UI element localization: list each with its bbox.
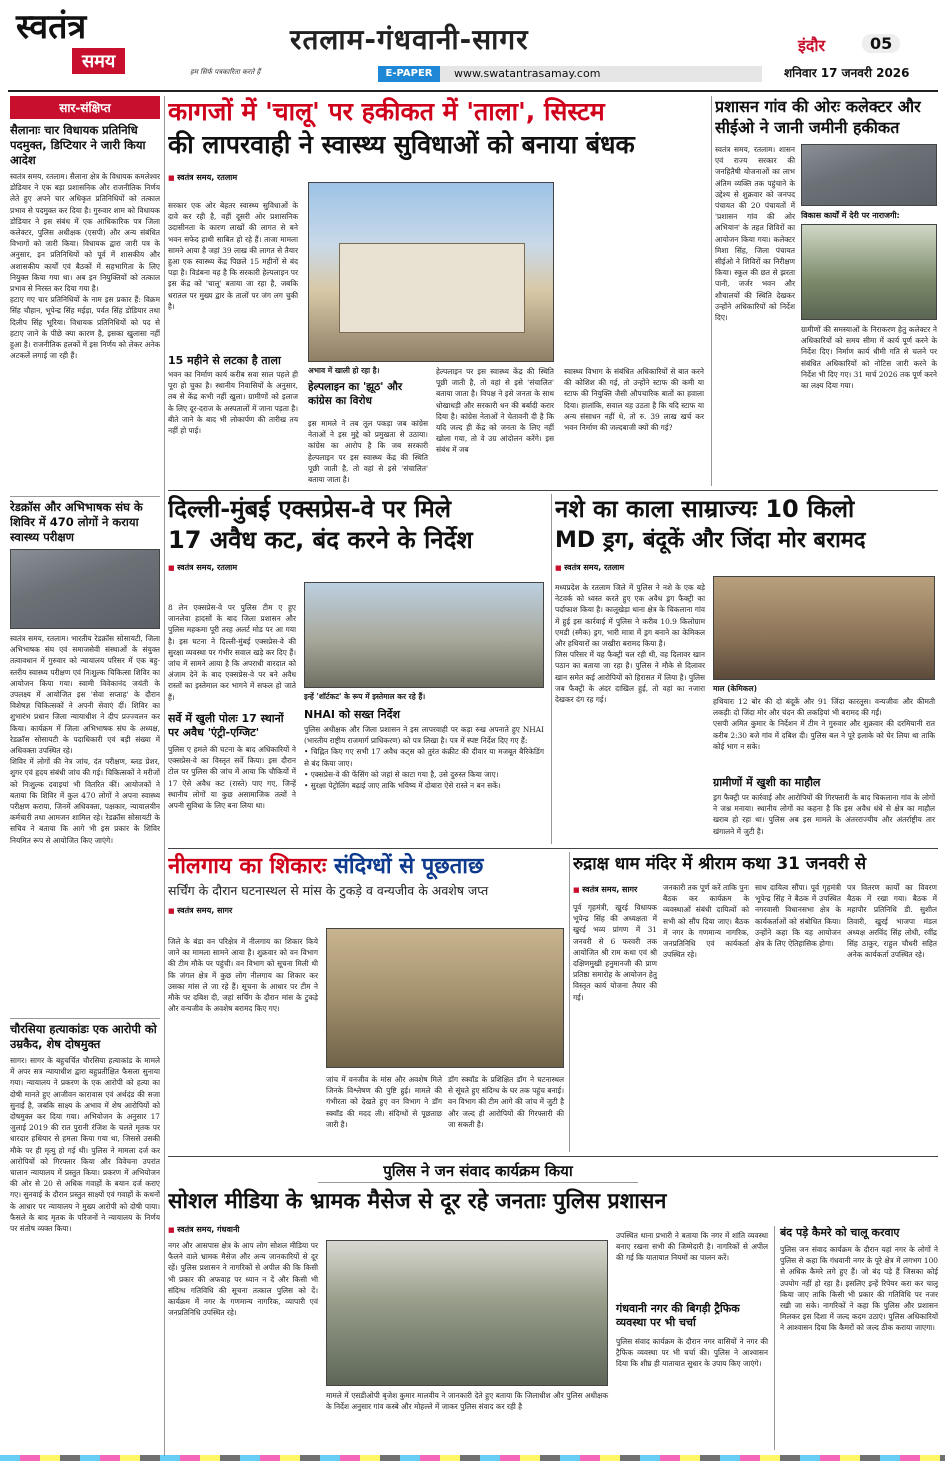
sidebar	[10, 96, 160, 1451]
nilgai-col3: डॉग स्क्वॉड के प्रशिक्षित डॉग ने घटनास्थल से सूंघते हुए संदिग्ध के घर तक पहुंच बनाई। वन विभाग की टीम आगे की जांच में जुटी है और जल्द ही आरोपियों की गिरफ्तारी की जा सकती है।	[448, 1075, 564, 1129]
masthead	[0, 0, 945, 88]
epaper-bar	[378, 66, 762, 82]
jansamvad-col2: उपस्थित थाना प्रभारी ने बताया कि नगर में शांति व्यवस्था बनाए रखना सभी की जिम्मेदारी है। नागरिकों से अपील की गई कि यातायात नियमों का पालन करें।	[616, 1231, 768, 1263]
jansamvad-photo-caption: मामले में एसडीओपी बृजेश कुमार मालवीय ने जानकारी देते हुए बताया कि जिलाधीश और पुलिस अधीक्षक के निर्देश अनुसार गांव कस्बे और मोहल्ले में जाकर पुलिस संवाद कर रही है	[326, 1391, 608, 1412]
building-shape	[339, 243, 525, 333]
page-number: 05	[862, 34, 900, 53]
collector-visit-photo-1	[801, 144, 937, 206]
logo-bottom: समय	[72, 48, 125, 74]
sidebar-header: सार-संक्षिप्त	[10, 96, 160, 119]
drugs-photo-caption: माल (केमिकल)	[713, 684, 758, 693]
ramkatha-byline: ■ स्वतंत्र समय, सागर	[573, 884, 937, 895]
ramkatha-headline: रुद्राक्ष धाम मंदिर में श्रीराम कथा 31 जनवरी से	[573, 854, 867, 874]
lead-photo-caption: अभाव में खाली हो रहा है।	[308, 366, 380, 375]
jansamvad-story	[168, 1160, 938, 1452]
lead-headline-line2: की लापरवाही ने स्वास्थ्य सुविधाओं को बनाया बंधक	[168, 130, 635, 159]
lead-col3: हेल्पलाइन पर इस स्वास्थ्य केंद्र की स्थिति पूछी जाती है, तो वहां से इसे 'संचालित' बताया जाता है। विपक्ष ने इसे जनता के साथ धोखाधड़ी और सरकारी धन की बर्बादी करार दिया है। कांग्रेस नेताओं ने चेतावनी दी है कि यदि जल्द ही केंद्र को जनता के लिए नहीं खोला गया, तो वे उग्र आंदोलन करेंगे। इस संबंध में जब	[436, 367, 554, 455]
issue-date: शनिवार 17 जनवरी 2026	[784, 66, 910, 80]
collector-visit-photo-2	[801, 224, 937, 320]
sidebar-story1-title: सैलानाः चार विधायक प्रतिनिधि पदमुक्त, डिप्टियार ने जारी किया आदेश	[10, 123, 146, 167]
expressway-rule	[551, 494, 552, 844]
logo	[16, 8, 146, 82]
nilgai-col2: जांच में वनजीव के मांस और अवशेष मिले जिनके विश्लेषण की पुष्टि हुई। मामले की गंभीरता को देखते हुए वन विभाग ने डॉग स्क्वॉड की मदद ली। संदिग्धों से पूछताछ जारी है।	[326, 1075, 442, 1129]
expressway-subhead2: NHAI को सख्त निर्देश	[304, 708, 400, 721]
jansamvad-kicker: पुलिस ने जन संवाद कार्यक्रम किया	[318, 1160, 638, 1183]
expressway-headline-line1: दिल्ली-मुंबई एक्सप्रेस-वे पर मिले	[168, 495, 452, 523]
expressway-photo-caption: इन्हें 'शॉर्टकट' के रूप में इस्तेमाल कर रहे हैं।	[304, 692, 426, 701]
jansamvad-byline: ■ स्वतंत्र समय, गंधवानी	[168, 1224, 240, 1235]
lead-story	[168, 96, 708, 488]
drugs-byline: ■ स्वतंत्र समय, रतलाम	[555, 562, 937, 573]
ramkatha-col4: पत्र वितरण कार्यों का विवरण बैठक में रखा गया। बैठक में महापौर प्रतिनिधि डी. सुशील तिवारी, खुरई भाजपा मंडल अध्यक्ष अरविंद सिंह लोधी, रवींद्र सिंह ठाकुर, राहुल चौधरी सहित अनेक कार्यकर्ता उपस्थित रहे।	[847, 883, 937, 960]
sidebar-story2-title: रेडक्रॉस और अभिभाषक संघ के शिविर में 470 लोगों ने कराया स्वास्थ्य परीक्षण	[10, 500, 143, 544]
lead-rule	[711, 96, 712, 486]
nilgai-headline-red: नीलगाय का शिकारः	[168, 854, 327, 879]
edition-title: रतलाम-गंधवानी-सागर	[290, 23, 529, 56]
expressway-col2: पुलिस अधीक्षक और जिला प्रशासन ने इस लापरवाही पर कड़ा रुख अपनाते हुए NHAI (भारतीय राष्ट्रीय राजमार्ग प्राधिकरण) को पत्र लिखा है। पत्र में स्पष्ट निर्देश दिए गए हैं: • चिह्नित किए गए सभी 17 अवैध कट्स को तुरंत कंक्रीट की दीवार या मजबूत बैरिकेडिंग से बंद किया जाए। • एक्सप्रेस-वे की फेंसिंग को जहां से काटा गया है, उसे दुरुस्त किया जाए। • सुरक्षा पेट्रोलिंग बढ़ाई जाए ताकि भविष्य में दोबारा ऐसे रास्ते न बन सकें।	[304, 725, 544, 791]
jansamvad-meeting-photo	[326, 1240, 608, 1386]
drugs-col1: मध्यप्रदेश के रतलाम जिले में पुलिस ने नशे के एक बड़े नेटवर्क को ध्वस्त करते हुए एक अवैध ड्रग फैक्ट्री का पर्दाफाश किया है। कालूखेड़ा थाना क्षेत्र के चिकलाना गांव में हुई इस कार्रवाई में पुलिस ने करीब 10.9 किलोग्राम एमडी (स्मैक) ड्रग, भारी मात्रा में ड्रग बनाने का केमिकल और हथियारों का जखीरा बरामद किया है। जिस परिसर में यह फैक्ट्री चल रही थी, वह दिलावर खान पठान का बताया जा रहा है। पुलिस ने मौके से दिलावर खान समेत कई आरोपियों को हिरासत में लिया है। पुलिस जब फैक्ट्री के अंदर दाखिल हुई, तो वहां का नजारा देखकर दंग रह गई।	[555, 583, 705, 705]
expressway-story	[168, 494, 548, 846]
drugs-headline-line2: MD ड्रग, बंदूकें और जिंदा मोर बरामद	[555, 528, 866, 553]
right-top-col2b: ग्रामीणों की समस्याओं के निराकरण हेतु कलेक्टर ने अधिकारियों को समय सीमा में कार्य पूर्ण करने के निर्देश दिए। निर्माण कार्य धीमी गति से चलने पर संबंधित अधिकारियों को नोटिस जारी करने के निर्देश भी दिए गए। 31 मार्च 2026 तक पूर्ण करने का लक्ष्य दिया गया।	[801, 325, 937, 391]
lead-col2: इस मामले ने तब तूल पकड़ा जब कांग्रेस नेताओं ने इस मुद्दे को प्रमुखता से उठाया। कांग्रेस का आरोप है कि जब सरकारी हेल्पलाइन पर इस स्वास्थ्य केंद्र की स्थिति पूछी जाती है, तो वहां से इसे 'संचालित' बताया जाता है।	[308, 419, 428, 485]
expressway-officials-photo	[304, 582, 544, 688]
masthead-rule	[8, 90, 938, 92]
lead-byline: ■ स्वतंत्र समय, रतलाम	[168, 172, 708, 183]
jansamvad-side-headline: बंद पड़े कैमरे को चालू करवाए	[780, 1226, 900, 1239]
health-centre-photo	[308, 182, 554, 362]
print-color-bar	[0, 1455, 945, 1461]
expressway-col1: 8 लेन एक्सप्रेस-वे पर पुलिस टीम ए हुए जानलेवा हादसों के बाद जिला प्रशासन और पुलिस महकमा पूरी तरह अलर्ट मोड पर आ गया है। इस घटना ने दिल्ली-मुंबई एक्सप्रेस-वे की सुरक्षा व्यवस्था पर गंभीर सवाल खड़े कर दिए हैं। जांच में सामने आया है कि अपराधी वारदात को अंजाम देने के बाद एक्सप्रेस-वे पर बने अवैध रास्तों का इस्तेमाल कर भागने में सफल हो जाते हैं।	[168, 603, 296, 702]
website-link[interactable]: www.swatantrasamay.com	[454, 67, 601, 80]
sidebar-story1-body: स्वतंत्र समय, रतलाम। सैलाना क्षेत्र के विधायक कमलेश्वर डोडियार ने एक बड़ा प्रशासनिक और राजनीतिक निर्णय लेते हुए अपने चार अधिकृत प्रतिनिधियों को तत्काल प्रभाव से पदमुक्त कर दिया है। गुरुवार शाम को विधायक डोडियार ने इस संबंध में एक आधिकारिक पत्र जिला कलेक्टर, पुलिस अधीक्षक (एसपी) और अन्य संबंधित विभागों को जारी किया। विधायक द्वारा जारी पत्र के अनुसार, इन प्रतिनिधियों को पूर्व में शासकीय और अशासकीय कार्यों एवं बैठकों में सहभागिता के लिए नियुक्त किया गया था। अब इन नियुक्तियों को तत्काल प्रभाव से निरस्त कर दिया गया है। हटाए गए चार प्रतिनिधियों के नाम इस प्रकार हैं: विक्रम सिंह चौहान, भूपेन्द्र सिंह मईड़ा, पर्वत सिंह डोडियार तथा दिलीप सिंह भूरिया। विधायक प्रतिनिधियों को पद से हटाए जाने के पीछे क्या कारण है, इसका खुलासा नहीं हुआ है। राजनीतिक हलकों में इस निर्णय को लेकर अनेक अटकलें लगाई जा रही हैं।	[10, 172, 160, 361]
row1-rule	[168, 490, 938, 491]
nilgai-headline	[168, 852, 566, 882]
lead-col4: स्वास्थ्य विभाग के संबंधित अधिकारियों से बात करने की कोशिश की गई, तो उन्होंने स्टाफ की कमी या स्टाफ की नियुक्ति जैसी औपचारिक बातों का हवाला दिया। हालांकि, सवाल यह उठता है कि यदि स्टाफ या अन्य संसाधन नहीं थे, तो रु. 39 लाख खर्च कर भवन निर्माण की जल्दबाजी क्यों की गई?	[564, 367, 704, 433]
drugs-seized-photo	[713, 576, 935, 680]
expressway-subhead1: सर्वे में खुली पोलः 17 स्थानों पर अवैध 'एंट्री-एग्जिट'	[168, 712, 284, 739]
lead-subhead1: 15 महीने से लटका है ताला	[168, 354, 281, 367]
drugs-story	[555, 494, 937, 846]
row3-rule	[168, 1156, 938, 1157]
sidebar-story3-body: सागर। सागर के बहुचर्चित चौरसिया हत्याकांड के मामले में अपर सत्र न्यायाधीश द्वारा बहुप्रतीक्षित फैसला सुनाया गया। न्यायालय ने प्रकरण के एक आरोपी को हत्या का दोषी मानते हुए आजीवन कारावास एवं अर्थदंड की सजा सुनाई है, जबकि साक्ष्य के अभाव में शेष आरोपियों को दोषमुक्त कर दिया गया। अभियोजन के अनुसार 17 जुलाई 2019 की रात पुरानी रंजिश के चलते मृतक पर धारदार हथियार से हमला किया गया था, जिससे उसकी मौके पर ही मृत्यु हो गई थी। पुलिस ने मामला दर्ज कर आरोपियों को गिरफ्तार किया और विवेचना उपरांत चालान न्यायालय में प्रस्तुत किया। प्रकरण में अभियोजन की ओर से 20 से अधिक गवाहों के बयान दर्ज कराए गए। सुनवाई के दौरान प्रस्तुत साक्ष्यों एवं गवाहों के कथनों के आधार पर न्यायालय ने मुख्य आरोपी को दोषी पाया। फैसले के बाद मृतक के परिजनों ने न्यायालय के निर्णय पर संतोष व्यक्त किया।	[10, 1056, 160, 1234]
expressway-col1b: पुलिस ए हमले की घटना के बाद अधिकारियों ने एक्सप्रेस-वे का विस्तृत सर्वे किया। इस दौरान टोल पर पुलिस की जांच में आया कि चौकियों में 17 ऐसे अवैध कट (रास्ते) पाए गए, जिन्हें स्थानीय लोगों या कुछ असामाजिक तत्वों ने अपनी सुविधा के लिए बना लिया था।	[168, 745, 296, 811]
sidebar-rule	[164, 96, 165, 1456]
drugs-col2b: ड्रग फैक्ट्री पर कार्रवाई और आरोपियों की गिरफ्तारी के बाद चिकलाना गांव के लोगों ने जश्न मनाया। स्थानीय लोगों का कहना है कि इस अवैध धंधे से क्षेत्र का माहौल खराब हो रहा था। पुलिस अब इस मामले के अंतरराज्यीय और अंतर्राष्ट्रीय तार खंगालने में जुटी है।	[713, 793, 935, 836]
ramkatha-col3: साथ दायित्व सौंपा। पूर्व गृहमंत्री भूपेन्द्र सिंह ने बैठक में उपस्थित नगरवासी विधानसभा क्षेत्र के कार्यकर्ताओं को संबोधित किया। उन्होंने कहा कि यह आयोजन क्षेत्र के लिए ऐतिहासिक होगा।	[755, 883, 841, 949]
nilgai-search-photo	[326, 928, 564, 1068]
epaper-label: E-PAPER	[378, 66, 440, 82]
divider	[10, 496, 160, 497]
right-top-subhead: विकास कार्यों में देरी पर नाराजगी:	[801, 211, 900, 220]
jansamvad-side-body: पुलिस जन संवाद कार्यक्रम के दौरान यहां नगर के लोगों ने पुलिस से कहा कि गंधवानी नगर के पूरे क्षेत्र में लगभग 100 से अधिक कैमरे लगे हुए हैं। जो बंद पड़े हैं जिसका कोई उपयोग नहीं हो रहा है। इसलिए इन्हें रिपेयर करा कर चालू किया जाए ताकि किसी भी प्रकार की गतिविधि पर नजर रखी जा सके। नागरिकों ने कहा कि पुलिस और प्रशासन मिलकर इस दिशा में जल्द कदम उठाएं। पुलिस अधिकारियों ने आश्वासन दिया कि कैमरों को जल्द ठीक कराया जाएगा।	[780, 1245, 938, 1333]
expressway-headline-line2: 17 अवैध कट, बंद करने के निर्देश	[168, 526, 473, 554]
jansamvad-rule	[774, 1226, 775, 1450]
nilgai-story	[168, 852, 566, 1154]
tagline: हम सिर्फ पत्रकारिता करते हैं	[190, 68, 261, 76]
nilgai-headline-blue: संदिग्धों से पूछताछ	[333, 854, 484, 879]
jansamvad-col2b: पुलिस संवाद कार्यक्रम के दौरान नगर वासियों ने नगर की ट्रैफिक व्यवस्था पर भी चर्चा की। पुलिस ने आश्वासन दिया कि शीघ्र ही यातायात सुधार के उपाय किए जाएंगे।	[616, 1337, 768, 1369]
right-top-story	[715, 96, 937, 488]
right-top-headline: प्रशासन गांव की ओरः कलेक्टर और सीईओ ने जानी जमीनी हकीकत	[715, 97, 921, 137]
ramkatha-col1: पूर्व गृहमंत्री, खुरई विधायक भूपेन्द्र सिंह की अध्यक्षता में खुरई भव्य प्रांगण में 31 जनवरी से 6 फरवरी तक आयोजित श्री राम कथा एवं श्री दक्षिणमुखी हनुमानजी की प्राण प्रतिष्ठा समारोह के आयोजन हेतु विस्तृत कार्य योजना तैयार की गई।	[573, 903, 657, 1002]
nilgai-rule	[569, 852, 570, 1152]
jansamvad-subhead: गंधवानी नगर की बिगड़ी ट्रैफिक व्यवस्था पर भी चर्चा	[616, 1302, 740, 1329]
ramkatha-story	[573, 852, 937, 1154]
sidebar-story2-body: स्वतंत्र समय, रतलाम। भारतीय रेडक्रॉस सोसायटी, जिला अभिभाषक संघ एवं समाजसेवी संस्थाओं के संयुक्त तत्वावधान में गुरुवार को न्यायालय परिसर में एक बहु-स्तरीय स्वास्थ्य परीक्षण एवं निःशुल्क चिकित्सा शिविर का आयोजन किया गया। स्वामी विवेकानंद जयंती के उपलक्ष्य में आयोजित इस 'सेवा सप्ताह' के दौरान विशेषज्ञ चिकित्सकों ने अपनी सेवाएं दीं। शिविर का शुभारंभ प्रधान जिला न्यायाधीश ने दीप प्रज्ज्वलन कर किया। कार्यक्रम में जिला अभिभाषक संघ के अध्यक्ष, रेडक्रॉस सोसायटी के पदाधिकारी एवं बड़ी संख्या में अधिवक्ता उपस्थित रहे। शिविर में लोगों की नेत्र जांच, दंत परीक्षण, ब्लड प्रेशर, शुगर एवं हृदय संबंधी जांच की गई। चिकित्सकों ने मरीजों को निःशुल्क दवाइयां भी वितरित कीं। आयोजकों ने बताया कि शिविर में कुल 470 लोगों ने अपना स्वास्थ्य परीक्षण कराया, जिनमें अधिवक्ता, पक्षकार, न्यायालयीन कर्मचारी तथा आमजन शामिल रहे। रेडक्रॉस सोसायटी के सचिव ने बताया कि आगे भी इस प्रकार के शिविर नियमित रूप से आयोजित किए जाएंगे।	[10, 634, 160, 845]
sidebar-story3-title: चौरसिया हत्याकांडः एक आरोपी को उम्रकैद, शेष दोषमुक्त	[10, 1022, 157, 1051]
row2-rule	[168, 848, 938, 849]
ramkatha-col2: जनकारी तक पूर्ण करें ताकि पुनः बैठक कर कार्यक्रम के व्यवस्थाओं संबंधी दायित्वों को सभी को सौंप दिया जाए। बैठक में नगर के गणमान्य नागरिक, जनप्रतिनिधि एवं कार्यकर्ता उपस्थित रहे।	[663, 883, 749, 960]
right-top-col1: स्वतंत्र समय, रतलाम। शासन एवं राज्य सरकार की जनहितैषी योजनाओं का लाभ अंतिम व्यक्ति तक पहुंचाने के उद्देश्य से शुक्रवार को जनपद पंचायत की 20 पंचायतों में 'प्रशासन गांव की ओर अभियान' के तहत शिविरों का आयोजन किया गया। कलेक्टर मिशा सिंह, जिला पंचायत सीईओ ने शिविरों का निरीक्षण किया। स्कूल की छत से झरता पानी, जर्जर भवन और शौचालयों की स्थिति देखकर उन्होंने अधिकारियों को निर्देश दिए।	[715, 145, 795, 323]
jansamvad-headline: सोशल मीडिया के भ्रामक मैसेज से दूर रहे जनताः पुलिस प्रशासन	[168, 1189, 667, 1214]
divider	[10, 1018, 160, 1019]
jansamvad-col1: नगर और आसपास क्षेत्र के आप लोग सोशल मीडिया पर फैलने वाले भ्रामक मैसेज और अन्य जानकारियों से दूर रहें। पुलिस प्रशासन ने नागरिकों से अपील की कि किसी भी प्रकार की अफवाह पर ध्यान न दें और किसी भी संदिग्ध गतिविधि की सूचना तत्काल पुलिस को दें। कार्यक्रम में नगर के गणमान्य नागरिक, व्यापारी एवं जनप्रतिनिधि उपस्थित रहे।	[168, 1241, 318, 1318]
lead-col1b: भवन का निर्माण कार्य करीब सवा साल पहले ही पूरा हो चुका है। स्थानीय निवासियों के अनुसार, तब से केंद्र कभी नहीं खुला। ग्रामीणों को इलाज के लिए दूर-दराज के अस्पतालों में जाना पड़ता है। बीते जाने के बाद भी लोकार्पण की तारीख तय नहीं हो पाई।	[168, 370, 298, 436]
logo-top: स्वतंत्र	[16, 7, 87, 47]
drugs-subhead: ग्रामीणों में खुशी का माहौल	[713, 776, 821, 789]
city-label: इंदौर	[798, 36, 826, 55]
lead-col1: सरकार एक ओर बेहतर स्वास्थ्य सुविधाओं के दावे कर रही है, वहीं दूसरी ओर प्रशासनिक उदासीनता के कारण लाखों की लागत से बने भवन सफेद हाथी साबित हो रहे हैं। ताजा मामला सामने आया है जहां 39 लाख की लागत से तैयार हुआ एक स्वास्थ्य केंद्र पिछले 15 महीनों से बंद पड़ा है। विडंबना यह है कि सरकारी हेल्पलाइन पर इस केंद्र को 'चालू' बताया जा रहा है, जबकि धरातल पर मुख्य द्वार के तालों पर जंग लग चुकी है।	[168, 201, 298, 311]
lead-headline-line1: कागजों में 'चालू' पर हकीकत में 'ताला', सिस्टम	[168, 97, 605, 126]
health-camp-photo	[10, 549, 160, 629]
drugs-headline-line1: नशे का काला साम्राज्यः 10 किलो	[555, 495, 855, 523]
expressway-byline: ■ स्वतंत्र समय, रतलाम	[168, 562, 548, 573]
drugs-col2: हथियारः 12 बोर की दो बंदूकें और 91 जिंदा कारतूस। वन्यजीवः और कीमती लकड़ीः दो जिंदा मोर और चंदन की लकड़ियां भी बरामद की गईं। एसपी अमित कुमार के निर्देशन में टीम ने गुरुवार और शुक्रवार की दरमियानी रात करीब 2:30 बजे गांव में दबिश दी। पुलिस बल ने पूरे इलाके को घेर लिया था ताकि कोई भाग न सके।	[713, 697, 935, 751]
nilgai-subheadline: सर्चिंग के दौरान घटनास्थल से मांस के टुकड़े व वन्यजीव के अवशेष जप्त	[168, 883, 489, 898]
nilgai-col1: जिले के बंडा वन परिक्षेत्र में नीलगाय का शिकार किये जाने का मामला सामने आया है। शुक्रवार को वन विभाग की टीम मौके पर पहुंची। वन विभाग को सूचना मिली थी कि जंगल क्षेत्र में कुछ लोग नीलगाय का शिकार कर उसका मांस ले जा रहे हैं। सूचना के आधार पर टीम ने मौके पर दबिश दी, जहां सर्चिंग के दौरान मांस के टुकड़े और वन्यजीव के अवशेष बरामद किए गए।	[168, 937, 318, 1014]
nilgai-byline: ■ स्वतंत्र समय, सागर	[168, 905, 566, 916]
lead-subhead2: हेल्पलाइन का 'झूठ' और कांग्रेस का विरोध	[308, 381, 403, 407]
